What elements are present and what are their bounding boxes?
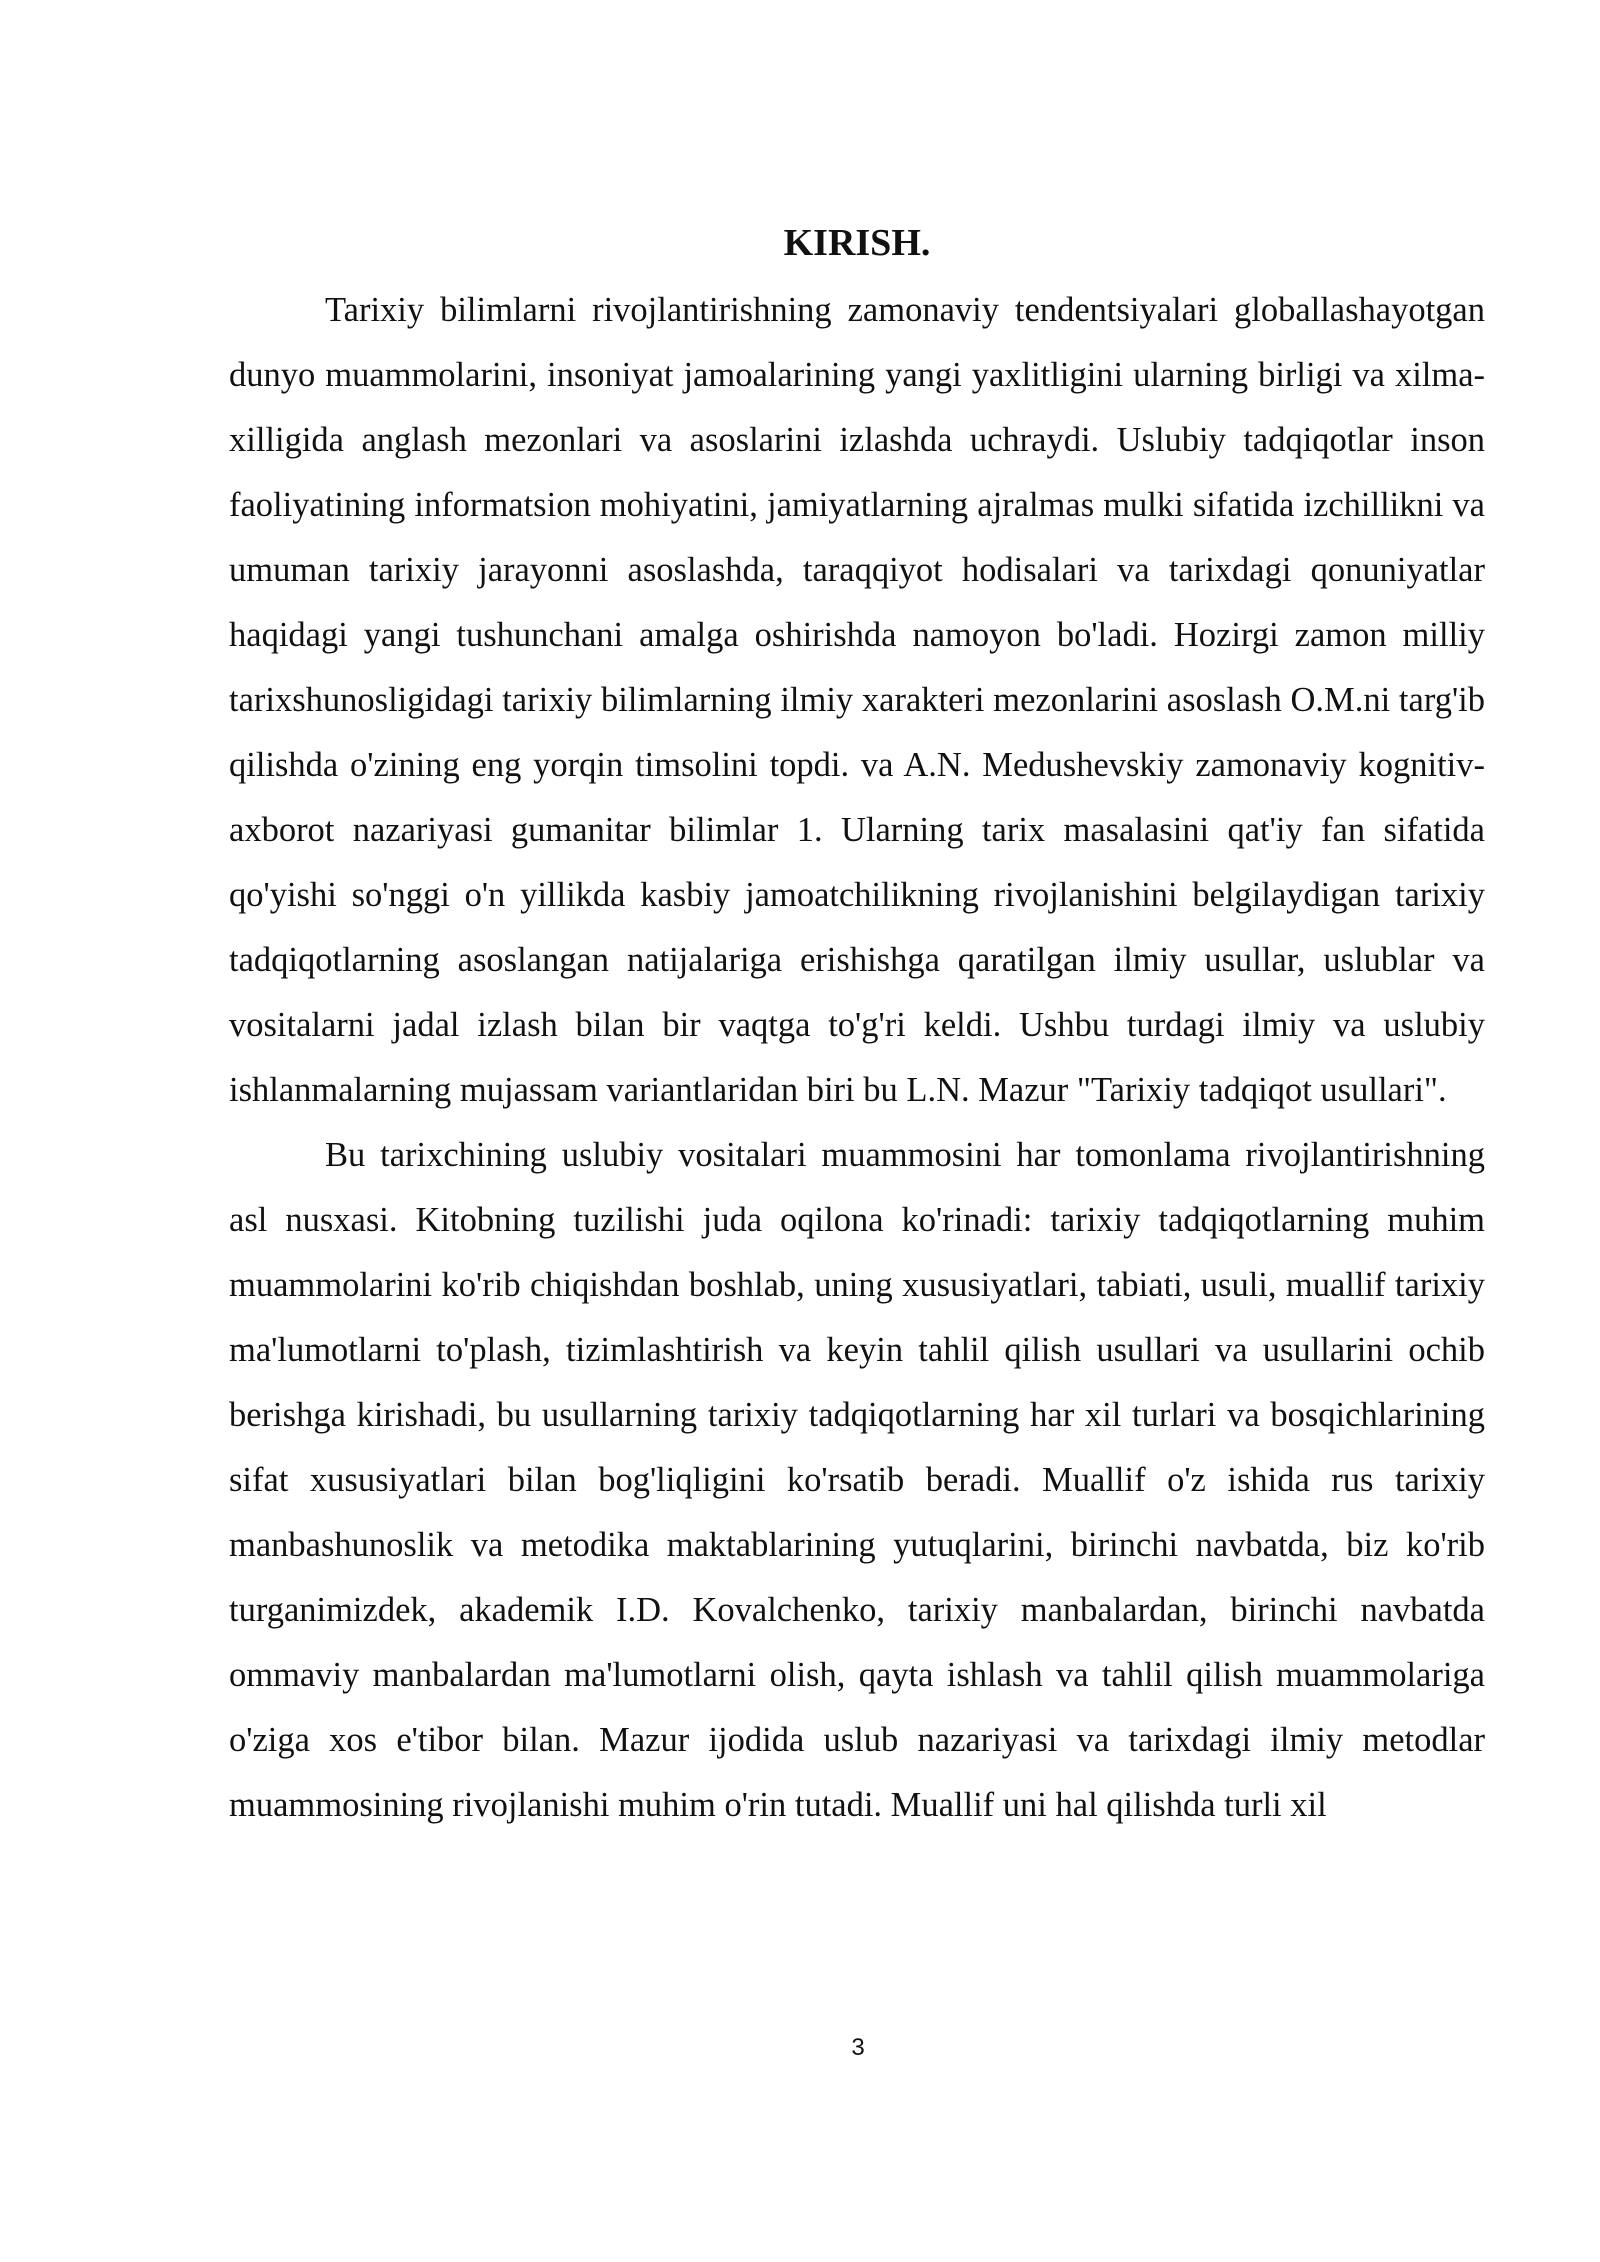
- paragraph-2: Bu tarixchining uslubiy vositalari muammosini har tomonlama rivojlantirishning asl nusxasi. Kitobning tuzilishi juda oqilona ko'rinadi: tarixiy tadqiqotlarning muhim muammolarini ko'rib chiqishdan boshlab, uning xususiyatlari, tabiati, usuli, muallif tarixiy ma'lumotlarni to'plash, tizimlashtirish va keyin tahlil qilish usullari va usullarini ochib berishga kirishadi, bu usullarning tarixiy tadqiqotlarning har xil turlari va bosqichlarining sifat xususiyatlari bilan bog'liqligini ko'rsatib beradi. Muallif o'z ishida rus tarixiy manbashunoslik va metodika maktablarining yutuqlarini, birinchi navbatda, biz ko'rib turganimizdek, akademik I.D. Kovalchenko, tarixiy manbalardan, birinchi navbatda ommaviy manbalardan ma'lumotlarni olish, qayta ishlash va tahlil qilish muammolariga o'ziga xos e'tibor bilan. Mazur ijodida uslub nazariyasi va tarixdagi ilmiy metodlar muammosining rivojlanishi muhim o'rin tutadi. Muallif uni hal qilishda turli xil: [229, 1136, 1485, 1824]
- page-title: KIRISH.: [783, 222, 931, 264]
- page-content: [229, 212, 1485, 1838]
- page-number: 3: [851, 2034, 865, 2061]
- paragraph-1: Tarixiy bilimlarni rivojlantirishning zamonaviy tendentsiyalari globallashayotgan dunyo muammolarini, insoniyat jamoalarining yangi yaxlitligini ularning birligi va xilma-xilligida anglash mezonlari va asoslarini izlashda uchraydi. Uslubiy tadqiqotlar inson faoliyatining informatsion mohiyatini, jamiyatlarning ajralmas mulki sifatida izchillikni va umuman tarixiy jarayonni asoslashda, taraqqiyot hodisalari va tarixdagi qonuniyatlar haqidagi yangi tushunchani amalga oshirishda namoyon bo'ladi. Hozirgi zamon milliy tarixshunosligidagi tarixiy bilimlarning ilmiy xarakteri mezonlarini asoslash O.M.ni targ'ib qilishda o'zining eng yorqin timsolini topdi. va A.N. Medushevskiy zamonaviy kognitiv-axborot nazariyasi gumanitar bilimlar 1. Ularning tarix masalasini qat'iy fan sifatida qo'yishi so'nggi o'n yillikda kasbiy jamoatchilikning rivojlanishini belgilaydigan tarixiy tadqiqotlarning asoslangan natijalariga erishishga qaratilgan ilmiy usullar, uslublar va vositalarni jadal izlash bilan bir vaqtga to'g'ri keldi. Ushbu turdagi ilmiy va uslubiy ishlanmalarning mujassam variantlaridan biri bu L.N. Mazur "Tarixiy tadqiqot usullari".: [229, 291, 1485, 1109]
